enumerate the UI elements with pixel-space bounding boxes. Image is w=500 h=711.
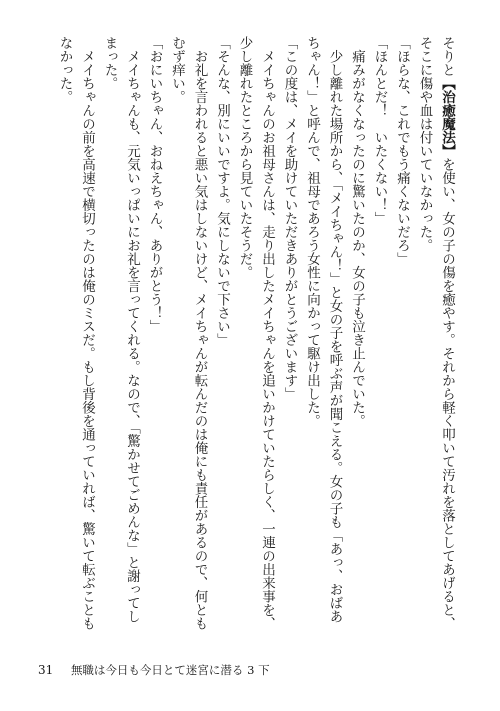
text-segment: 少し離れた場所から、「メイちゃん！」と女の子を呼ぶ声が聞こえる。女の子も「あっ、おばあ bbox=[326, 36, 343, 624]
body-text bbox=[40, 36, 458, 646]
text-segment: 「ほらな、これでもう痛くないだろ」 bbox=[394, 36, 410, 266]
text-line bbox=[188, 36, 211, 646]
text-line bbox=[391, 36, 414, 646]
text-line bbox=[98, 36, 121, 646]
text-segment: むず痒い。 bbox=[169, 36, 185, 104]
text-line bbox=[143, 36, 166, 646]
text-segment: 少し離れたところから見ていたそうだ。 bbox=[236, 36, 253, 279]
text-line bbox=[413, 36, 436, 646]
running-title: 無職は今日も今日とて迷宮に潜る 3 下 bbox=[70, 663, 270, 677]
text-segment: そりと bbox=[439, 36, 455, 77]
text-segment: メイちゃんのお祖母さんは、走り出したメイちゃんを追いかけていたらしく、一連の出来事を、 bbox=[259, 36, 275, 630]
text-segment: そこに傷や血は付いていなかった。 bbox=[416, 36, 433, 252]
text-segment: メイちゃんも、元気いっぱいにお礼を言ってくれる。なので、「驚かせてごめんな」と謝ってし bbox=[124, 36, 140, 624]
page-footer bbox=[38, 662, 458, 682]
text-segment: 「ほんとだ！ いたくない！」 bbox=[371, 36, 388, 225]
text-line bbox=[301, 36, 324, 646]
text-line bbox=[436, 36, 459, 646]
text-line bbox=[166, 36, 189, 646]
text-segment: 痛みがなくなったのに驚いたのか、女の子も泣き止んでいた。 bbox=[349, 36, 365, 428]
text-segment: 「この度は、メイを助けていただきありがとうございます」 bbox=[281, 36, 298, 401]
text-line bbox=[233, 36, 256, 646]
text-line bbox=[346, 36, 369, 646]
text-segment: 「そんな、別にいいですよ。気にしないで下さい」 bbox=[214, 36, 230, 347]
text-line bbox=[368, 36, 391, 646]
text-line bbox=[278, 36, 301, 646]
text-segment: 「おにいちゃん、おねえちゃん、ありがとう！」 bbox=[146, 36, 163, 333]
text-line bbox=[121, 36, 144, 646]
text-segment: ちゃん！」と呼んで、祖母であろう女性に向かって駆け出した。 bbox=[304, 36, 320, 428]
page-number: 31 bbox=[38, 663, 54, 677]
text-segment: まった。 bbox=[101, 36, 118, 90]
text-line bbox=[256, 36, 279, 646]
text-segment: なかった。 bbox=[56, 36, 73, 104]
text-line bbox=[76, 36, 99, 646]
spell-name: 【治癒魔法】 bbox=[439, 76, 455, 158]
text-line bbox=[53, 36, 76, 646]
text-line bbox=[211, 36, 234, 646]
text-segment: を使い、女の子の傷を癒やす。それから軽く叩いて汚れを落としてあげると、 bbox=[439, 157, 455, 630]
text-segment: お礼を言われると悪い気はしないけど、メイちゃんが転んだのは俺にも責任があるので、何とも bbox=[191, 36, 208, 630]
text-segment: メイちゃんの前を高速で横切ったのは俺のミスだ。もし背後を通っていれば、驚いて転ぶことも bbox=[79, 36, 95, 630]
text-line bbox=[323, 36, 346, 646]
